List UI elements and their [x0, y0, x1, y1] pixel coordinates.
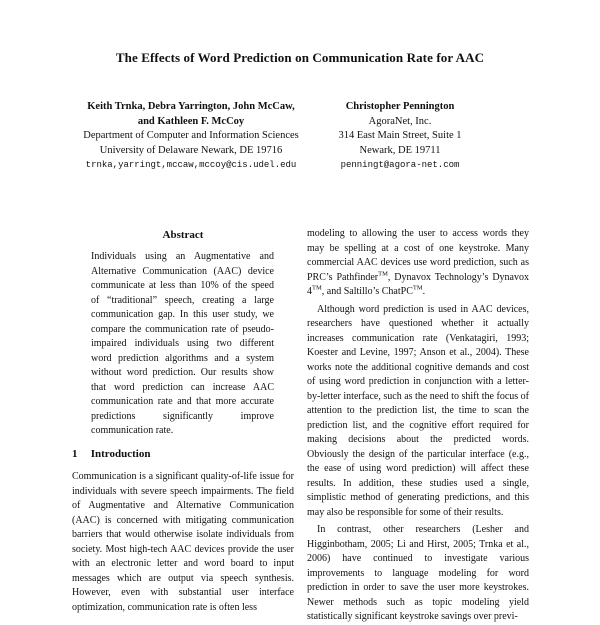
- right-column-text: [307, 227, 529, 622]
- affiliation-right-line1: AgoraNet, Inc.: [368, 115, 432, 127]
- author-names-line2: and Kathleen F. McCoy: [137, 115, 245, 127]
- right-paragraph-3: In contrast, other researchers (Lesher and Higginbotham, 2005; Li and Hirst, 2005; Trnka et al., 2006) have continued to investigate various improvements to language modeling for word prediction in order to save the user more keystrokes. Newer methods such as topic modeling yield statistically significant keystroke savings over previ-: [307, 524, 529, 622]
- section-heading-introduction: [72, 448, 150, 460]
- author-block-left: [50, 100, 332, 173]
- right-paragraph-1: [307, 227, 529, 300]
- author-names-line1: Keith Trnka, Debra Yarrington, John McCaw,: [87, 101, 295, 112]
- author-email: trnka,yarringt,mccaw,mccoy@cis.udel.edu: [85, 160, 297, 170]
- affiliation-right-line3: Newark, DE 19711: [359, 144, 441, 156]
- trademark-mark: TM: [412, 284, 423, 292]
- author-name-right: Christopher Pennington: [345, 101, 455, 112]
- author-block-right: [325, 100, 475, 173]
- section-title: Introduction: [90, 448, 151, 460]
- right-p1-part-c: , and Saltillo’s ChatPC: [321, 286, 413, 297]
- intro-paragraph-left: Communication is a significant quality-of-life issue for individuals with severe speech impairments. The field of Augmentative and Alternative Communication (AAC) is concerned with mitigating communication barriers that would otherwise isolate individuals from society. Most high-tech AAC devices provide the user with an electronic letter and word board to input messages which are output via speech synthesis. However, even with substantial user interface optimization, communication rate is often less: [72, 471, 294, 613]
- affiliation-right-line2: 314 East Main Street, Suite 1: [338, 130, 462, 141]
- trademark-mark: TM: [312, 284, 322, 292]
- author-email-right: penningt@agora-net.com: [340, 160, 460, 170]
- abstract-heading: Abstract: [162, 229, 204, 241]
- trademark-mark: TM: [378, 270, 388, 278]
- right-p1-part-b: , Dynavox Technology’s Dynavox 4: [307, 271, 529, 297]
- affiliation-line2: University of Delaware Newark, DE 19716: [99, 144, 283, 156]
- affiliation-line1: Department of Computer and Information Sciences: [83, 130, 299, 141]
- right-p1-part-d: .: [422, 286, 426, 297]
- abstract-text: Individuals using an Augmentative and Alternative Communication (AAC) device communicate at less than 10% of the speed of “traditional” speech, creating a large communication gap. In this user study, we compare the communication rate of pseudo-impaired individuals using two different word prediction algorithms and a system without word prediction. Our results show that word prediction can increase AAC communication rate and that more accurate predictions significantly improve communication rate.: [91, 251, 274, 436]
- paper-title: The Effects of Word Prediction on Communication Rate for AAC: [115, 50, 485, 65]
- section-number: 1: [72, 448, 78, 460]
- right-paragraph-2: Although word prediction is used in AAC devices, researchers have questioned whether it actually increases communication rate (Venkatagiri, 1993; Koester and Levine, 1997; Anson et al., 2004). These works note the additional cognitive demands and cost of using word prediction in conjunction with a letter-by-letter interface, such as the need to shift the focus of attention to the prediction list, the time to scan the prediction list, and the cognitive effort required for making decisions about the predicted words. Obviously the design of the particular interface (e.g., the ease of using word prediction) will affect these results. In addition, these studies used a single, simplistic method of generating predictions, and this may also be responsible for some of their results.: [307, 303, 529, 518]
- right-p1-part-a: modeling to allowing the user to access words they may be spelling at a cost of one keystroke. Many commercial AAC devices use word prediction, such as PRC’s Pathfinder: [307, 228, 529, 283]
